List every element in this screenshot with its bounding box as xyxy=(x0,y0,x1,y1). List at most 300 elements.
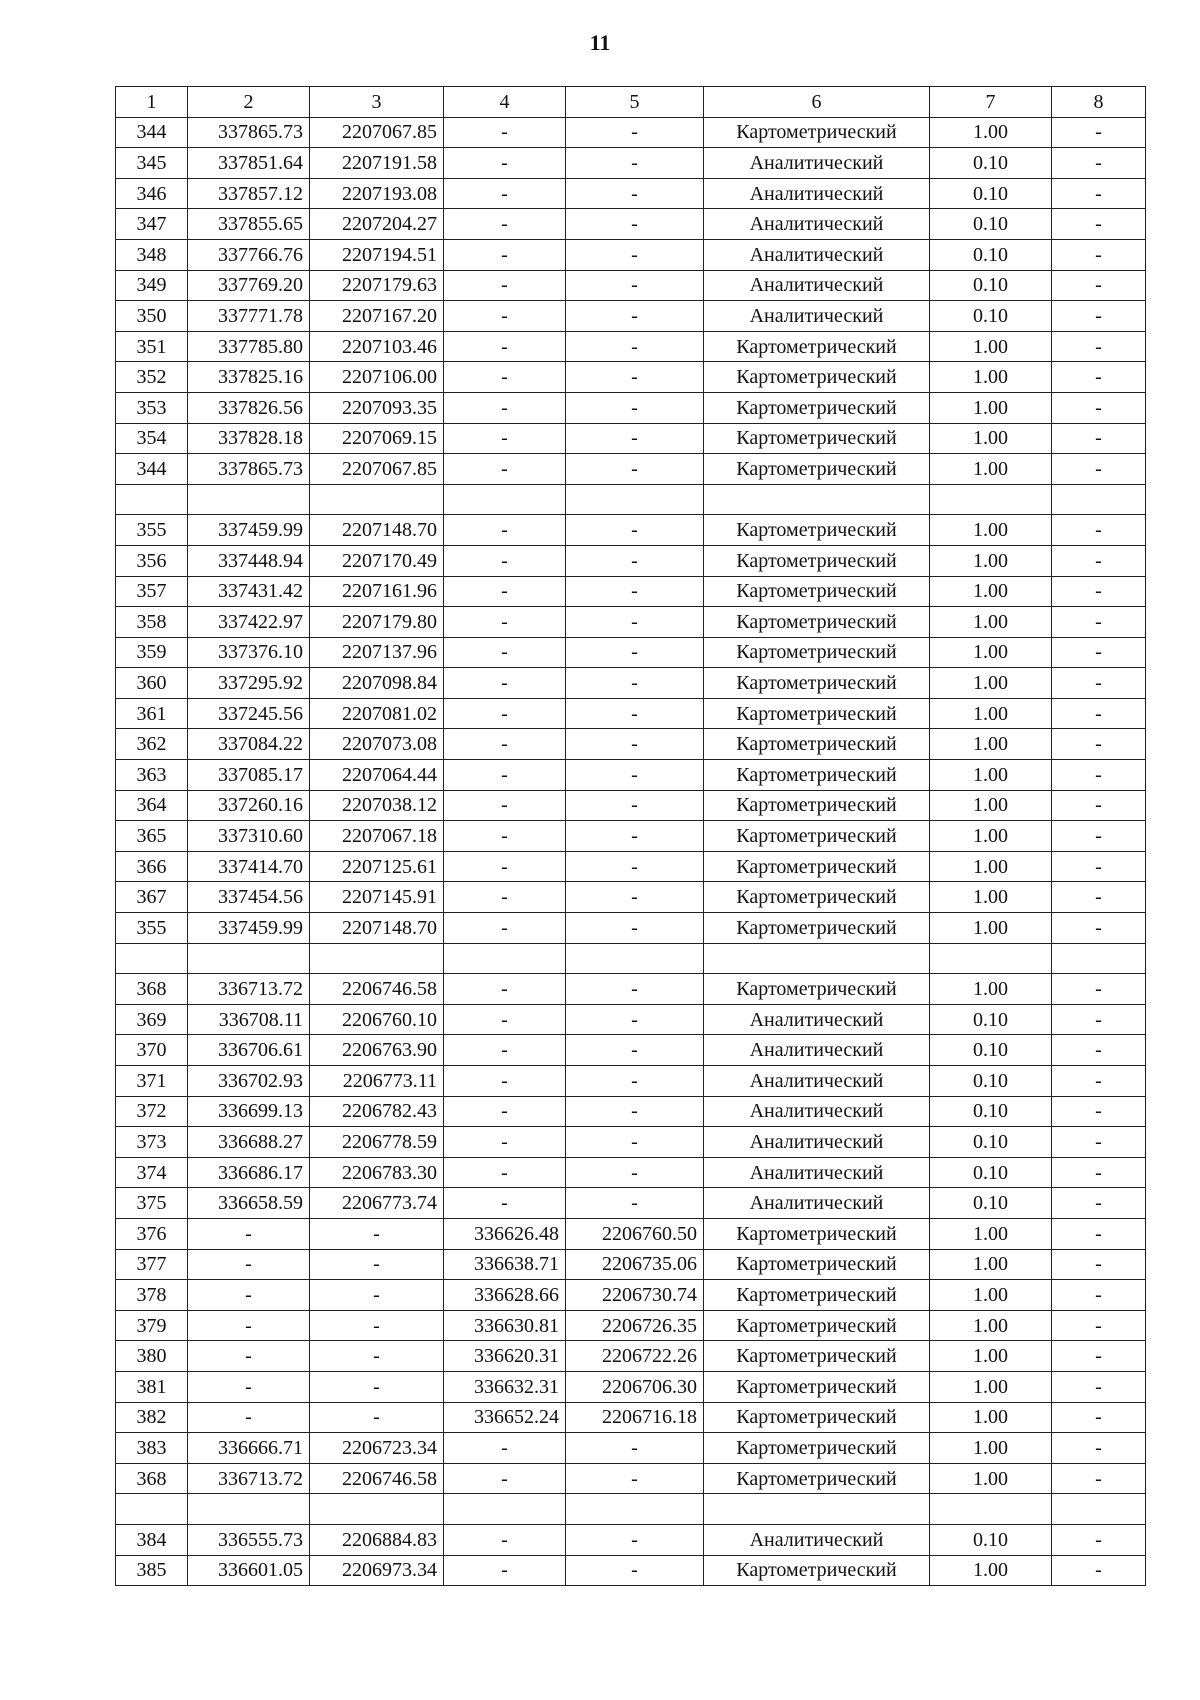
table-cell: - xyxy=(1052,1280,1146,1311)
table-cell: - xyxy=(566,851,704,882)
table-cell: 336713.72 xyxy=(188,1463,310,1494)
table-cell: - xyxy=(566,1157,704,1188)
table-cell: 2206782.43 xyxy=(310,1096,444,1127)
table-cell: Аналитический xyxy=(704,1524,930,1555)
table-cell: 1.00 xyxy=(930,821,1052,852)
table-cell: - xyxy=(444,1127,566,1158)
table-cell: 365 xyxy=(116,821,188,852)
table-cell: Картометрический xyxy=(704,1433,930,1464)
table-cell: - xyxy=(566,1188,704,1219)
table-cell: 1.00 xyxy=(930,576,1052,607)
table-cell: 1.00 xyxy=(930,117,1052,148)
table-row xyxy=(116,821,1146,852)
table-cell: - xyxy=(310,1341,444,1372)
table-cell: 337260.16 xyxy=(188,790,310,821)
table-cell: - xyxy=(1052,1066,1146,1097)
table-cell: - xyxy=(444,790,566,821)
table-cell: - xyxy=(1052,301,1146,332)
table-cell: Картометрический xyxy=(704,821,930,852)
table-cell: 0.10 xyxy=(930,1096,1052,1127)
table-cell: - xyxy=(444,239,566,270)
table-cell: 2206884.83 xyxy=(310,1524,444,1555)
table-row xyxy=(116,423,1146,454)
table-cell: 376 xyxy=(116,1218,188,1249)
table-cell: 337785.80 xyxy=(188,331,310,362)
table-cell: 336652.24 xyxy=(444,1402,566,1433)
table-cell xyxy=(310,484,444,515)
table-cell: 372 xyxy=(116,1096,188,1127)
table-cell: Аналитический xyxy=(704,1004,930,1035)
table-cell: 380 xyxy=(116,1341,188,1372)
table-row-separator xyxy=(116,1494,1146,1525)
table-row xyxy=(116,270,1146,301)
table-body xyxy=(116,117,1146,1586)
table-cell: 1.00 xyxy=(930,637,1052,668)
table-cell: 384 xyxy=(116,1524,188,1555)
table-cell: 1.00 xyxy=(930,668,1052,699)
table-cell: - xyxy=(444,729,566,760)
table-cell: 366 xyxy=(116,851,188,882)
table-row xyxy=(116,1127,1146,1158)
table-cell: 2207191.58 xyxy=(310,148,444,179)
table-cell: 2207093.35 xyxy=(310,392,444,423)
table-cell: 1.00 xyxy=(930,974,1052,1005)
table-cell: - xyxy=(566,821,704,852)
table-cell: - xyxy=(566,913,704,944)
table-cell: 1.00 xyxy=(930,1371,1052,1402)
table-cell: 0.10 xyxy=(930,270,1052,301)
table-cell: 337422.97 xyxy=(188,607,310,638)
page-number: 11 xyxy=(589,30,611,55)
table-cell: - xyxy=(1052,117,1146,148)
table-cell: - xyxy=(566,454,704,485)
table-row xyxy=(116,851,1146,882)
table-row xyxy=(116,1066,1146,1097)
table-row xyxy=(116,1371,1146,1402)
table-cell: 0.10 xyxy=(930,239,1052,270)
table-cell: 336686.17 xyxy=(188,1157,310,1188)
table-row xyxy=(116,239,1146,270)
table-cell: Аналитический xyxy=(704,1035,930,1066)
table-cell: 353 xyxy=(116,392,188,423)
table-cell: - xyxy=(444,1188,566,1219)
table-row xyxy=(116,637,1146,668)
table-cell: 1.00 xyxy=(930,545,1052,576)
table-cell: 0.10 xyxy=(930,1188,1052,1219)
table-cell: - xyxy=(444,331,566,362)
table-cell: Аналитический xyxy=(704,178,930,209)
header-cell: 8 xyxy=(1052,87,1146,118)
table-cell: - xyxy=(188,1402,310,1433)
table-row xyxy=(116,1004,1146,1035)
table-cell: - xyxy=(1052,209,1146,240)
table-cell xyxy=(188,484,310,515)
table-cell: - xyxy=(566,117,704,148)
table-cell: Картометрический xyxy=(704,117,930,148)
table-cell: Картометрический xyxy=(704,1555,930,1586)
table-cell: 2206783.30 xyxy=(310,1157,444,1188)
table-cell: 2207125.61 xyxy=(310,851,444,882)
table-cell: - xyxy=(444,1463,566,1494)
table-cell: 2207103.46 xyxy=(310,331,444,362)
table-cell: 351 xyxy=(116,331,188,362)
table-cell: 2207064.44 xyxy=(310,760,444,791)
table-cell: Картометрический xyxy=(704,454,930,485)
table-cell xyxy=(1052,943,1146,974)
table-cell: 0.10 xyxy=(930,1066,1052,1097)
table-cell: Картометрический xyxy=(704,1463,930,1494)
table-cell: - xyxy=(566,423,704,454)
table-cell: 2207137.96 xyxy=(310,637,444,668)
table-cell: - xyxy=(1052,1004,1146,1035)
table-cell: 350 xyxy=(116,301,188,332)
table-cell: - xyxy=(566,882,704,913)
table-cell: - xyxy=(566,331,704,362)
table-row xyxy=(116,913,1146,944)
table-cell: - xyxy=(444,607,566,638)
table-cell: Картометрический xyxy=(704,637,930,668)
table-cell: Картометрический xyxy=(704,392,930,423)
table-row-separator xyxy=(116,943,1146,974)
table-cell: Картометрический xyxy=(704,1371,930,1402)
table-cell: - xyxy=(566,1524,704,1555)
table-cell: 2207148.70 xyxy=(310,913,444,944)
table-cell: - xyxy=(310,1280,444,1311)
table-row xyxy=(116,1524,1146,1555)
table-row xyxy=(116,331,1146,362)
table-cell: - xyxy=(1052,1249,1146,1280)
table-cell: 1.00 xyxy=(930,1463,1052,1494)
table-cell: - xyxy=(1052,331,1146,362)
table-cell xyxy=(444,484,566,515)
table-cell: 2206726.35 xyxy=(566,1310,704,1341)
table-cell: 375 xyxy=(116,1188,188,1219)
table-row xyxy=(116,1157,1146,1188)
table-cell: 354 xyxy=(116,423,188,454)
table-cell: - xyxy=(1052,1188,1146,1219)
table-cell: Картометрический xyxy=(704,729,930,760)
table-cell: 2207161.96 xyxy=(310,576,444,607)
table-cell: - xyxy=(444,545,566,576)
table-cell: 337826.56 xyxy=(188,392,310,423)
table-cell: 1.00 xyxy=(930,729,1052,760)
table-cell: - xyxy=(444,1555,566,1586)
table-row xyxy=(116,729,1146,760)
coordinates-table xyxy=(115,86,1146,1586)
table-cell: Картометрический xyxy=(704,515,930,546)
table-cell: - xyxy=(1052,882,1146,913)
table-cell: - xyxy=(1052,454,1146,485)
table-cell: 383 xyxy=(116,1433,188,1464)
table-cell: - xyxy=(1052,607,1146,638)
table-cell: 1.00 xyxy=(930,423,1052,454)
table-cell: - xyxy=(444,637,566,668)
table-cell: Аналитический xyxy=(704,209,930,240)
table-cell: - xyxy=(310,1371,444,1402)
table-cell: 1.00 xyxy=(930,760,1052,791)
table-row xyxy=(116,1188,1146,1219)
table-cell: Аналитический xyxy=(704,148,930,179)
table-cell: - xyxy=(444,1035,566,1066)
table-cell: 2207067.85 xyxy=(310,117,444,148)
table-cell: 336632.31 xyxy=(444,1371,566,1402)
table-cell: - xyxy=(566,760,704,791)
table-cell: 1.00 xyxy=(930,790,1052,821)
table-cell: - xyxy=(566,392,704,423)
table-cell: - xyxy=(566,1555,704,1586)
table-cell: - xyxy=(566,668,704,699)
table-cell: 337448.94 xyxy=(188,545,310,576)
table-cell: 368 xyxy=(116,974,188,1005)
table-cell: - xyxy=(188,1310,310,1341)
table-cell: 364 xyxy=(116,790,188,821)
table-cell: 374 xyxy=(116,1157,188,1188)
table-cell: - xyxy=(566,515,704,546)
table-cell: - xyxy=(444,821,566,852)
table-cell: Картометрический xyxy=(704,1218,930,1249)
table-cell: - xyxy=(566,301,704,332)
table-cell: - xyxy=(566,1127,704,1158)
table-cell: 1.00 xyxy=(930,454,1052,485)
table-cell: 337828.18 xyxy=(188,423,310,454)
table-cell: 336699.13 xyxy=(188,1096,310,1127)
table-cell: 2206763.90 xyxy=(310,1035,444,1066)
table-cell: 359 xyxy=(116,637,188,668)
table-cell: Картометрический xyxy=(704,760,930,791)
table-cell: 1.00 xyxy=(930,1341,1052,1372)
table-cell: - xyxy=(188,1341,310,1372)
table-cell: 357 xyxy=(116,576,188,607)
table-cell: - xyxy=(188,1280,310,1311)
table-row xyxy=(116,974,1146,1005)
table-cell: - xyxy=(444,698,566,729)
table-cell: Картометрический xyxy=(704,851,930,882)
table-cell: 1.00 xyxy=(930,1310,1052,1341)
table-cell: - xyxy=(444,301,566,332)
table-cell: - xyxy=(188,1249,310,1280)
table-cell: 2207038.12 xyxy=(310,790,444,821)
table-cell: 337825.16 xyxy=(188,362,310,393)
table-cell: 2206706.30 xyxy=(566,1371,704,1402)
table-cell: - xyxy=(566,148,704,179)
table-cell: - xyxy=(444,178,566,209)
table-cell: Картометрический xyxy=(704,913,930,944)
table-cell: - xyxy=(1052,1310,1146,1341)
table-cell: Аналитический xyxy=(704,1096,930,1127)
table-cell: 1.00 xyxy=(930,913,1052,944)
table-row xyxy=(116,1463,1146,1494)
table-cell: Картометрический xyxy=(704,607,930,638)
table-cell: 336706.61 xyxy=(188,1035,310,1066)
table-cell: - xyxy=(566,362,704,393)
table-cell: Картометрический xyxy=(704,545,930,576)
header-cell: 7 xyxy=(930,87,1052,118)
table-cell: 0.10 xyxy=(930,209,1052,240)
table-cell: 2207167.20 xyxy=(310,301,444,332)
table-cell: 336620.31 xyxy=(444,1341,566,1372)
table-cell: 2206746.58 xyxy=(310,1463,444,1494)
table-cell: - xyxy=(1052,515,1146,546)
table-cell: 2206722.26 xyxy=(566,1341,704,1372)
table-row xyxy=(116,178,1146,209)
table-cell: - xyxy=(1052,821,1146,852)
table-cell: 2206746.58 xyxy=(310,974,444,1005)
table-cell: Картометрический xyxy=(704,1249,930,1280)
table-cell: 1.00 xyxy=(930,331,1052,362)
table-cell xyxy=(1052,484,1146,515)
table-cell: - xyxy=(444,1096,566,1127)
table-cell xyxy=(116,1494,188,1525)
table-cell: 2207204.27 xyxy=(310,209,444,240)
table-cell xyxy=(444,943,566,974)
table-cell: Картометрический xyxy=(704,698,930,729)
table-cell: 336601.05 xyxy=(188,1555,310,1586)
table-row xyxy=(116,301,1146,332)
table-cell xyxy=(116,484,188,515)
table-cell: 2207067.18 xyxy=(310,821,444,852)
table-cell: 1.00 xyxy=(930,515,1052,546)
table-cell: Аналитический xyxy=(704,1157,930,1188)
table-row-separator xyxy=(116,484,1146,515)
table-cell: 2207098.84 xyxy=(310,668,444,699)
table-cell: 336666.71 xyxy=(188,1433,310,1464)
table-cell: - xyxy=(188,1371,310,1402)
table-cell: 2207170.49 xyxy=(310,545,444,576)
table-cell: 2206730.74 xyxy=(566,1280,704,1311)
table-cell: - xyxy=(444,1433,566,1464)
table-cell: 337855.65 xyxy=(188,209,310,240)
table-cell: 378 xyxy=(116,1280,188,1311)
table-row xyxy=(116,1341,1146,1372)
table-cell: 2207193.08 xyxy=(310,178,444,209)
table-cell xyxy=(310,1494,444,1525)
table-cell: 337085.17 xyxy=(188,760,310,791)
table-row xyxy=(116,668,1146,699)
table-row xyxy=(116,790,1146,821)
header-cell: 5 xyxy=(566,87,704,118)
table-cell: 336702.93 xyxy=(188,1066,310,1097)
table-cell: Аналитический xyxy=(704,301,930,332)
table-cell: 2207148.70 xyxy=(310,515,444,546)
table-cell: 355 xyxy=(116,515,188,546)
table-cell: - xyxy=(188,1218,310,1249)
table-cell: 2207081.02 xyxy=(310,698,444,729)
table-cell xyxy=(116,943,188,974)
table-cell: - xyxy=(1052,729,1146,760)
table-cell: 385 xyxy=(116,1555,188,1586)
table-cell xyxy=(704,484,930,515)
table-cell: 337766.76 xyxy=(188,239,310,270)
table-cell: 337295.92 xyxy=(188,668,310,699)
table-cell: - xyxy=(1052,576,1146,607)
table-cell: 2206760.10 xyxy=(310,1004,444,1035)
table-cell: 346 xyxy=(116,178,188,209)
table-cell: 336555.73 xyxy=(188,1524,310,1555)
table-cell: 337245.56 xyxy=(188,698,310,729)
table-cell: 336630.81 xyxy=(444,1310,566,1341)
table-cell: 361 xyxy=(116,698,188,729)
table-cell: - xyxy=(566,270,704,301)
table-cell: 337771.78 xyxy=(188,301,310,332)
table-cell: 0.10 xyxy=(930,178,1052,209)
table-cell: - xyxy=(566,1004,704,1035)
table-cell: Картометрический xyxy=(704,362,930,393)
table-cell: 358 xyxy=(116,607,188,638)
table-cell: - xyxy=(1052,545,1146,576)
table-cell: - xyxy=(1052,1433,1146,1464)
header-cell: 6 xyxy=(704,87,930,118)
table-cell: 336626.48 xyxy=(444,1218,566,1249)
table-cell: 337310.60 xyxy=(188,821,310,852)
table-row xyxy=(116,1035,1146,1066)
table-cell xyxy=(566,484,704,515)
table-cell xyxy=(704,1494,930,1525)
table-cell: 381 xyxy=(116,1371,188,1402)
table-cell: - xyxy=(1052,1096,1146,1127)
table-cell: 348 xyxy=(116,239,188,270)
table-cell: 352 xyxy=(116,362,188,393)
table-cell: 363 xyxy=(116,760,188,791)
table-cell: 0.10 xyxy=(930,148,1052,179)
table-cell xyxy=(566,1494,704,1525)
table-cell: 377 xyxy=(116,1249,188,1280)
table-cell: 1.00 xyxy=(930,607,1052,638)
table-cell: 382 xyxy=(116,1402,188,1433)
table-cell: - xyxy=(444,454,566,485)
table-cell: 0.10 xyxy=(930,1004,1052,1035)
table-cell: - xyxy=(566,576,704,607)
table-cell xyxy=(310,943,444,974)
table-cell: - xyxy=(1052,1371,1146,1402)
table-cell: 368 xyxy=(116,1463,188,1494)
header-cell: 4 xyxy=(444,87,566,118)
table-cell: 344 xyxy=(116,117,188,148)
table-cell: - xyxy=(444,760,566,791)
table-cell: - xyxy=(1052,790,1146,821)
table-cell: - xyxy=(566,974,704,1005)
table-cell: 360 xyxy=(116,668,188,699)
table-cell: 336658.59 xyxy=(188,1188,310,1219)
table-row xyxy=(116,545,1146,576)
table-cell: - xyxy=(444,392,566,423)
table-cell: 0.10 xyxy=(930,1127,1052,1158)
table-cell: 337851.64 xyxy=(188,148,310,179)
table-cell: - xyxy=(1052,270,1146,301)
table-cell: - xyxy=(310,1310,444,1341)
table-cell: 0.10 xyxy=(930,1157,1052,1188)
table-cell: - xyxy=(566,1433,704,1464)
table-cell: 336628.66 xyxy=(444,1280,566,1311)
table-cell: - xyxy=(1052,1524,1146,1555)
table-cell: - xyxy=(444,423,566,454)
table-cell: 1.00 xyxy=(930,1433,1052,1464)
table-cell: - xyxy=(1052,148,1146,179)
table-row xyxy=(116,698,1146,729)
table-cell: - xyxy=(444,270,566,301)
table-row xyxy=(116,1218,1146,1249)
header-cell: 3 xyxy=(310,87,444,118)
table-row xyxy=(116,1402,1146,1433)
table-cell: 370 xyxy=(116,1035,188,1066)
table-cell: Аналитический xyxy=(704,1127,930,1158)
table-cell: Картометрический xyxy=(704,790,930,821)
table-cell: - xyxy=(1052,1402,1146,1433)
table-cell: Аналитический xyxy=(704,1188,930,1219)
table-row xyxy=(116,209,1146,240)
table-cell: Аналитический xyxy=(704,239,930,270)
table-cell: - xyxy=(1052,760,1146,791)
table-cell: 337376.10 xyxy=(188,637,310,668)
